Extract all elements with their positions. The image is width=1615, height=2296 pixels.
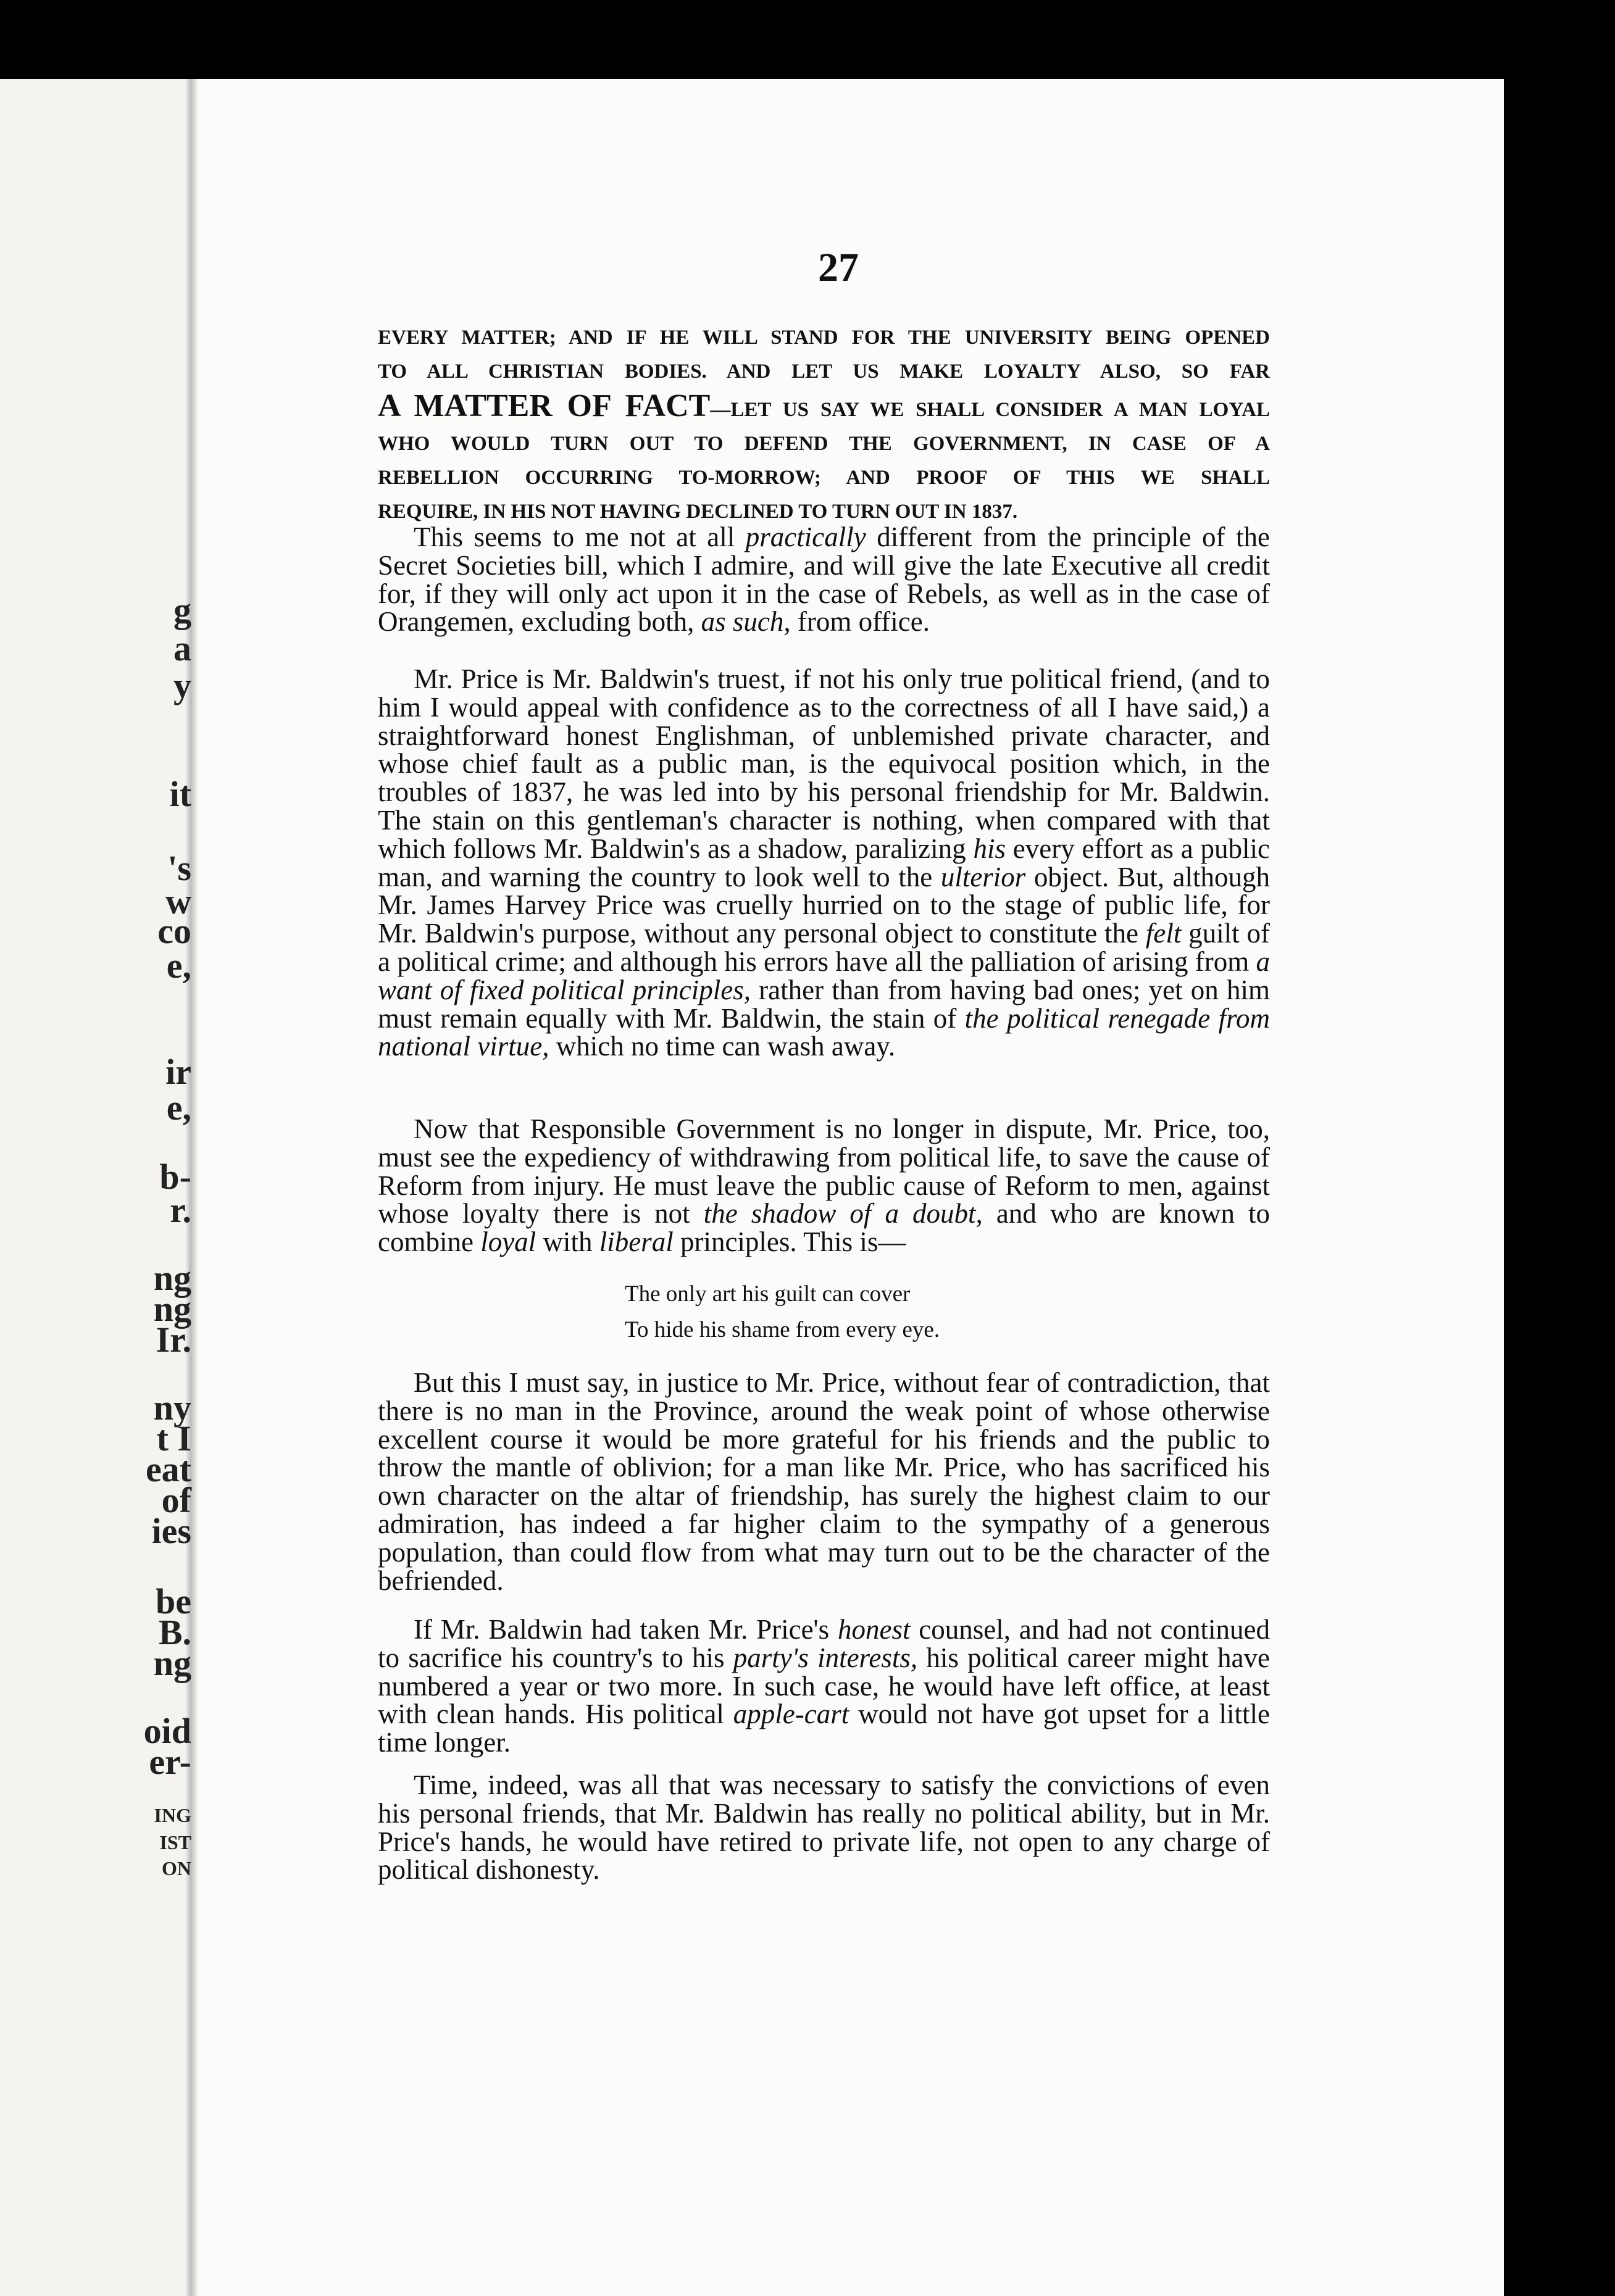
- left-margin-fragment: y: [173, 665, 191, 705]
- caps-line-5: REBELLION OCCURRING TO-MORROW; AND PROOF OF THIS WE SHALL: [378, 467, 1270, 489]
- p5-text-d: would not have got upset for a little time longer.: [378, 1699, 1270, 1758]
- left-margin-fragment: t I: [156, 1418, 191, 1458]
- p6-text: Time, indeed, was all that was necessary to satisfy the convictions of even his personal friends, that Mr. Baldwin has really no political ability, but in Mr. Price's hands, he would have retired to private life, not open to any charge of political dishonesty.: [378, 1770, 1270, 1886]
- p2-italic-4: a want of fixed political principles,: [378, 946, 1270, 1005]
- left-margin-fragment: ny: [153, 1387, 191, 1428]
- left-margin-fragment: g: [173, 590, 191, 630]
- p3-italic-3: liberal: [599, 1226, 674, 1258]
- p3-text-a: Now that Responsible Government is no longer in dispute, Mr. Price, too, must see the expediency of withdrawing from political life, to save the cause of Reform from injury. He must leave the public cause of Reform to men, against whose loyalty there is not: [378, 1113, 1270, 1229]
- paragraph-1: [378, 523, 1270, 636]
- paragraph-5: [378, 1616, 1270, 1757]
- p5-italic-2: party's interests,: [733, 1642, 918, 1673]
- p1-text-b: different from the principle of the Secret Societies bill, which I admire, and will give the late Executive all credit for, if they will only act upon it in the case of Rebels, as well as in the case of Orangemen, excluding both,: [378, 522, 1270, 638]
- p2-text-c: object. But, although Mr. James Harvey Price was cruelly hurried on to the stage of public life, for Mr. Baldwin's purpose, without any personal object to constitute the: [378, 861, 1270, 949]
- p3-text-b: and who are known to combine: [378, 1198, 1271, 1258]
- p1-text-c: from office.: [790, 606, 930, 638]
- left-margin-fragment: 's: [167, 848, 191, 888]
- p2-italic-2: ulterior: [940, 861, 1026, 892]
- p2-italic-5: the political renegade from national virtue,: [378, 1002, 1270, 1062]
- p5-text-b: counsel, and had not continued to sacrifice his country's to his: [378, 1614, 1270, 1673]
- p2-italic-1: his: [973, 833, 1006, 864]
- p2-text-a: Mr. Price is Mr. Baldwin's truest, if not his only true political friend, (and to him I would appeal with confidence as to the correctness of all I have said,) a straightforward honest Englishman, of unblemished private character, and whose chief fault as a public man, is the equivocal position which, in the troubles of 1837, he was led into by his personal friendship for Mr. Baldwin. The stain on this gentleman's character is nothing, when compared with that which follows Mr. Baldwin's as a shadow, paralizing: [378, 663, 1270, 864]
- caps-line-6: REQUIRE, IN HIS NOT HAVING DECLINED TO TURN OUT IN 1837.: [378, 501, 1018, 523]
- left-margin-fragment: ng: [153, 1643, 191, 1683]
- left-margin-fragment: w: [165, 881, 191, 921]
- left-margin-fragment: it: [169, 774, 191, 814]
- p3-text-c: with: [536, 1226, 599, 1258]
- p2-italic-3: felt: [1145, 918, 1182, 949]
- left-margin-fragment: Ir.: [156, 1320, 191, 1360]
- caps-line-1: EVERY MATTER; AND IF HE WILL STAND FOR THE UNIVERSITY BEING OPENED: [378, 327, 1270, 349]
- left-margin-fragment: e,: [166, 946, 191, 986]
- left-margin-fragment: ies: [151, 1511, 191, 1551]
- left-margin-fragment-small: IST: [159, 1831, 191, 1853]
- left-margin-fragment-small: ING: [154, 1804, 191, 1826]
- p5-italic-3: apple-cart: [733, 1699, 849, 1730]
- left-margin-fragment: a: [173, 628, 191, 668]
- left-margin-fragment: ng: [153, 1289, 191, 1329]
- matter-of-fact-heading: A MATTER OF FACT: [378, 388, 711, 423]
- page-number: 27: [818, 245, 859, 290]
- paragraph-4: [378, 1369, 1270, 1595]
- caps-line-2: TO ALL CHRISTIAN BODIES. AND LET US MAKE LOYALTY ALSO, SO FAR: [378, 360, 1270, 383]
- caps-line-3-rest: —LET US SAY WE SHALL CONSIDER A MAN LOYAL: [710, 399, 1270, 421]
- left-margin-fragment-small: ON: [162, 1857, 191, 1879]
- left-margin-fragment: ng: [153, 1258, 191, 1298]
- left-margin-fragment: B.: [158, 1612, 191, 1652]
- caps-line-3: [378, 389, 1270, 427]
- verse-line-2: To hide his shame from every eye.: [625, 1317, 940, 1342]
- p5-italic-1: honest: [837, 1614, 911, 1645]
- capitals-passage: [378, 321, 1270, 529]
- p3-text-d: principles. This is—: [673, 1226, 906, 1258]
- left-margin-fragment: be: [156, 1581, 191, 1621]
- left-margin-fragment: oid: [143, 1711, 191, 1751]
- p5-text-a: If Mr. Baldwin had taken Mr. Price's: [414, 1614, 838, 1645]
- left-margin-fragment: eat: [145, 1449, 191, 1489]
- p2-text-e: rather than from having bad ones; yet on him must remain equally with Mr. Baldwin, the stain of: [378, 974, 1270, 1034]
- p4-text: But this I must say, in justice to Mr. Price, without fear of contradiction, that there is no man in the Province, around the weak point of whose otherwise excellent course it would be more grateful for his friends and the public to throw the mantle of oblivion; for a man like Mr. Price, who has sacrificed his own character on the altar of friendship, has surely the highest claim to our admiration, has indeed a far higher claim to the sympathy of a generous population, than could flow from what may turn out to be the character of the befriended.: [378, 1367, 1270, 1596]
- left-margin-fragment: ir: [165, 1052, 191, 1092]
- p2-text-b: every effort as a public man, and warning the country to look well to the: [378, 833, 1270, 892]
- verse-quote: [625, 1276, 1180, 1348]
- p1-italic-2: as such,: [701, 606, 791, 638]
- left-margin-fragment: e,: [166, 1088, 191, 1128]
- p1-text-a: This seems to me not at all: [414, 522, 746, 552]
- p1-italic-1: practically: [745, 522, 866, 552]
- left-margin-fragment: co: [157, 911, 191, 951]
- caps-line-4: WHO WOULD TURN OUT TO DEFEND THE GOVERNMENT, IN CASE OF A: [378, 433, 1270, 455]
- left-margin-fragment: er-: [149, 1742, 191, 1782]
- left-margin-fragment: of: [161, 1480, 191, 1520]
- paragraph-6: [378, 1771, 1270, 1884]
- p2-text-f: which no time can wash away.: [549, 1031, 896, 1062]
- paragraph-2: [378, 665, 1270, 1061]
- left-margin-fragment: r.: [170, 1190, 191, 1230]
- p3-italic-2: loyal: [480, 1226, 536, 1258]
- left-margin-fragment: b-: [159, 1157, 191, 1197]
- p3-italic-1: the shadow of a doubt,: [703, 1198, 983, 1229]
- p5-text-c: his political career might have numbered a year or two more. In such case, he would have left office, at least with clean hands. His political: [378, 1642, 1270, 1730]
- verse-line-1: The only art his guilt can cover: [625, 1281, 911, 1307]
- p2-text-d: guilt of a political crime; and although his errors have all the palliation of arising from: [378, 918, 1271, 977]
- paragraph-3: [378, 1115, 1270, 1257]
